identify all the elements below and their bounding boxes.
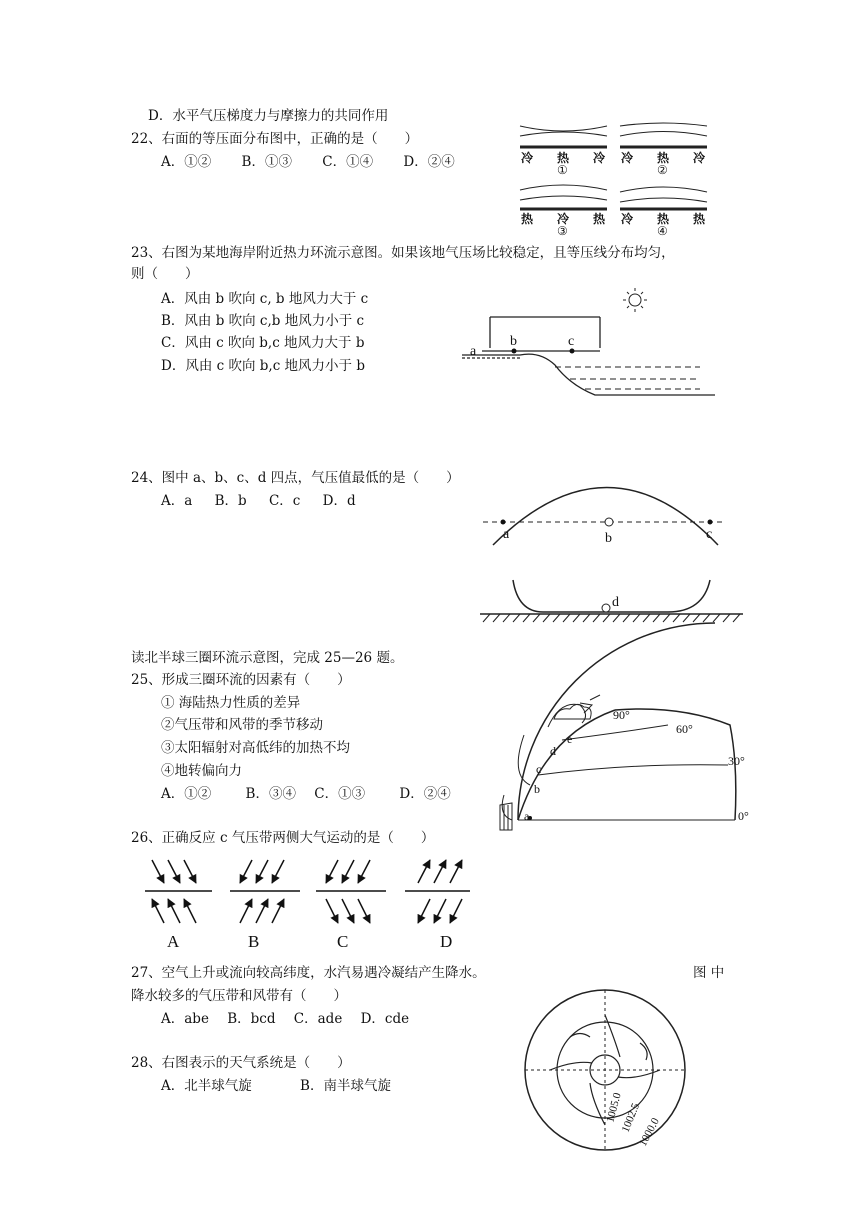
q23-stem-line1: 23、右图为某地海岸附近热力环流示意图。如果该地气压场比较稳定，且等压线分布均匀， xyxy=(131,245,675,261)
point-c-label: c xyxy=(536,762,542,776)
isobar-panel-3 xyxy=(520,185,607,209)
option-b-label: B xyxy=(248,932,260,951)
q25-option-a: A．①② xyxy=(161,786,212,802)
q27-options xyxy=(161,1010,435,1028)
isobar-panel-1 xyxy=(520,126,607,147)
point-d-label: d xyxy=(612,595,619,610)
point-a-label: a xyxy=(524,809,530,823)
q23-stem-line2: 则（ ） xyxy=(131,266,199,282)
q22-option-a: A．①② xyxy=(161,154,212,170)
latitude-0-label: 0° xyxy=(738,809,749,823)
q24-option-a: A．a xyxy=(161,493,193,509)
isobar-1005-label: 1005.0 xyxy=(604,1091,624,1124)
q28-options xyxy=(161,1077,417,1095)
q24-options xyxy=(161,492,382,510)
q25-item-1: ① 海陆热力性质的差异 xyxy=(161,695,301,711)
latitude-30-label: 30° xyxy=(728,754,745,768)
point-c-label: c xyxy=(706,527,713,542)
q23-option-b: B．风由 b 吹向 c,b 地风力小于 c xyxy=(161,313,365,329)
panel4-label-right: 热 xyxy=(693,212,706,226)
q26-stem: 26、正确反应 c 气压带两侧大气运动的是（ ） xyxy=(131,830,435,846)
panel1-number: ① xyxy=(557,163,568,177)
option-b-diagram xyxy=(230,860,300,923)
q22-options xyxy=(161,153,481,171)
option-a-label: A xyxy=(167,932,180,951)
panel1-label-mid: 热 xyxy=(557,151,570,165)
q27-stem-line2: 降水较多的气压带和风带有（ ） xyxy=(131,988,347,1004)
point-b-label: b xyxy=(605,531,612,546)
intro-25-26: 读北半球三圈环流示意图，完成 25—26 题。 xyxy=(131,650,404,666)
q25-option-b: B．③④ xyxy=(245,786,296,802)
q28-option-b: B．南半球气旋 xyxy=(300,1078,391,1094)
panel4-number: ④ xyxy=(657,224,668,238)
panel2-label-right: 冷 xyxy=(693,151,706,165)
point-c-label: c xyxy=(568,334,575,349)
q27-option-c: C．ade xyxy=(293,1011,343,1027)
latitude-60-label: 60° xyxy=(676,722,693,736)
point-d-label: d xyxy=(550,744,556,758)
q28-option-a: A．北半球气旋 xyxy=(161,1078,252,1094)
wind-direction-options xyxy=(140,855,475,955)
q27-option-a: A．abe xyxy=(161,1011,209,1027)
option-a-diagram xyxy=(145,860,212,923)
q25-item-4: ④地转偏向力 xyxy=(161,763,242,779)
point-b-label: b xyxy=(510,334,517,349)
option-d-diagram xyxy=(405,860,470,923)
q22-stem: 22、右面的等压面分布图中，正确的是（ ） xyxy=(131,131,419,147)
panel3-label-right: 热 xyxy=(593,212,606,226)
panel3-label-left: 热 xyxy=(521,212,534,226)
sun-icon xyxy=(623,288,647,312)
q27-stem-line1: 27、空气上升或流向较高纬度，水汽易遇冷凝结产生降水。 xyxy=(131,965,486,981)
panel2-label-mid: 热 xyxy=(657,151,670,165)
q27-stem-tail: 图 中 xyxy=(693,965,725,981)
panel1-label-left: 冷 xyxy=(521,151,534,165)
isobar-panel-2 xyxy=(620,123,707,147)
point-a-label: a xyxy=(503,527,510,542)
panel4-label-mid: 热 xyxy=(657,212,670,226)
panel2-label-left: 冷 xyxy=(621,151,634,165)
three-cell-circulation-diagram xyxy=(490,695,750,855)
q27-option-b: B．bcd xyxy=(227,1011,276,1027)
isobar-1002-5-label: 1002.5 xyxy=(619,1101,643,1135)
q25-item-3: ③太阳辐射对高低纬的加热不均 xyxy=(161,740,350,756)
q24-stem: 24、图中 a、b、c、d 四点，气压值最低的是（ ） xyxy=(131,470,460,486)
cyclone-diagram xyxy=(520,985,700,1155)
q25-stem: 25、形成三圈环流的因素有（ ） xyxy=(131,672,351,688)
q25-option-d: D．②④ xyxy=(399,786,451,802)
q24-option-c: C．c xyxy=(268,493,301,509)
q23-option-c: C．风由 c 吹向 b,c 地风力大于 b xyxy=(161,335,365,351)
panel3-number: ③ xyxy=(557,224,568,238)
point-b-label: b xyxy=(534,782,540,796)
isobar-diagram xyxy=(515,120,715,238)
point-e-label: e xyxy=(567,732,573,746)
panel2-number: ② xyxy=(657,163,668,177)
panel1-label-right: 冷 xyxy=(593,151,606,165)
point-a-label: a xyxy=(470,344,477,359)
isobaric-surface-diagram xyxy=(478,470,748,630)
isobar-1000-label: 1000.0 xyxy=(637,1116,662,1149)
coastal-circulation-diagram xyxy=(460,285,720,405)
q24-option-d: D．d xyxy=(322,493,356,509)
q24-option-b: B．b xyxy=(214,493,247,509)
option-c-diagram xyxy=(316,860,386,923)
q25-options xyxy=(161,785,477,803)
q28-stem: 28、右图表示的天气系统是（ ） xyxy=(131,1055,351,1071)
panel3-label-mid: 冷 xyxy=(557,212,570,226)
q25-item-2: ②气压带和风带的季节移动 xyxy=(161,717,323,733)
q27-option-d: D．cde xyxy=(360,1011,410,1027)
isobar-panel-4 xyxy=(620,187,707,209)
option-d-label: D xyxy=(440,932,453,951)
q22-option-d: D．②④ xyxy=(403,154,455,170)
q23-option-d: D．风由 c 吹向 b,c 地风力小于 b xyxy=(161,358,365,374)
q21-option-d: D．水平气压梯度力与摩擦力的共同作用 xyxy=(148,108,389,124)
q23-option-a: A．风由 b 吹向 c, b 地风力大于 c xyxy=(161,291,369,307)
latitude-90-label: 90° xyxy=(613,708,630,722)
option-c-label: C xyxy=(337,932,349,951)
q22-option-b: B．①③ xyxy=(241,154,292,170)
q25-option-c: C．①③ xyxy=(314,786,366,802)
panel4-label-left: 冷 xyxy=(621,212,634,226)
q22-option-c: C．①④ xyxy=(322,154,374,170)
